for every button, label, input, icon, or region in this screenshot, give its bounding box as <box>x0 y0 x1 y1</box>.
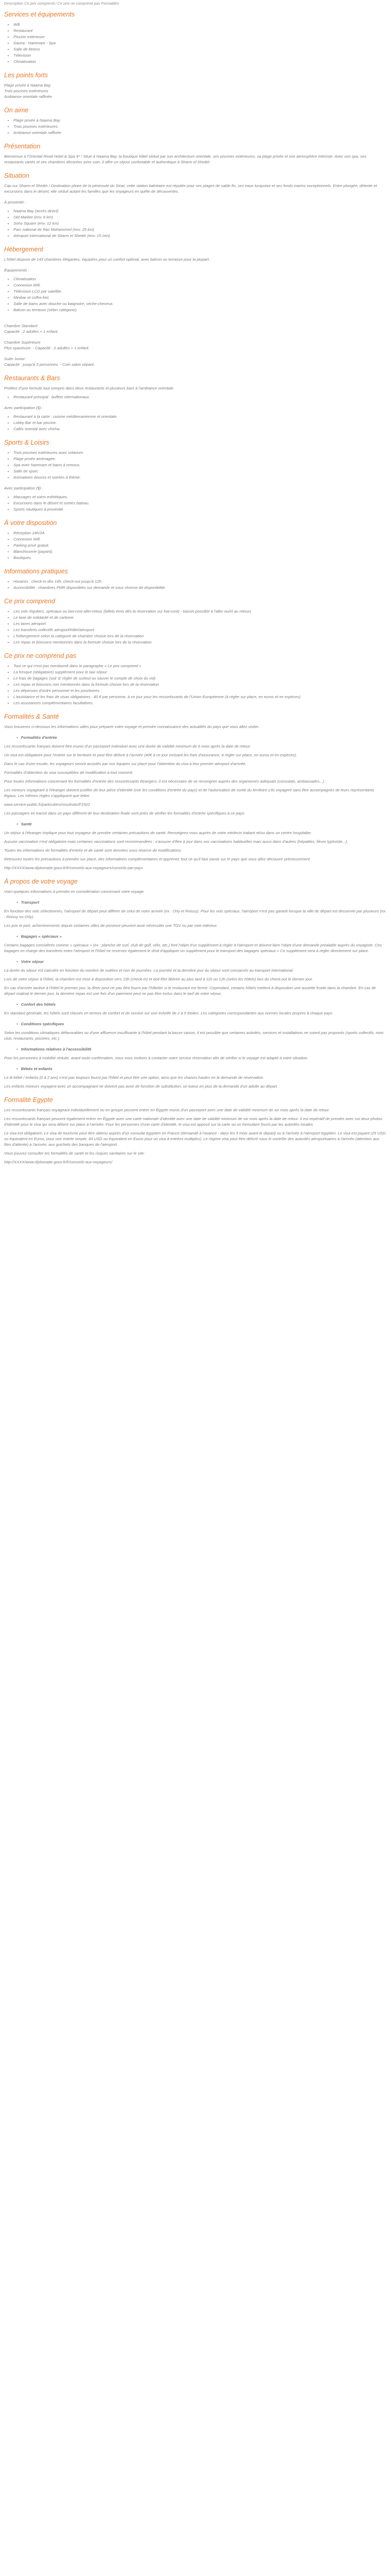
list-item: • Télévision <box>13 53 387 58</box>
paragraph: En standard générale, les hôtels sont classés en termes de confort et de service sur une échelle de 2 à 5 étoiles. Les catégories correspondantes aux normes locales propres à chaque pays. <box>4 1010 334 1015</box>
list-item: • Wifi <box>13 22 387 27</box>
list-item: • Salle de fitness <box>13 46 387 52</box>
infos-pratiques-list <box>4 579 387 590</box>
paragraph: La durée du séjour est calculée en fonction du nombre de nuitées et non de journées. La journée et la dernière jour du séjour sont consacrés au transport international. <box>4 968 294 973</box>
list-item: • Les repas et boissons non mentionnés dans la formule choisie lors de la réservation <box>13 682 387 687</box>
on-aime-list <box>4 117 387 135</box>
presentation-text: Bienvenue à l'Oriental Rivoli Hotel & Spa 4* ! Situé à Naama Bay, la boutique hôtel séduit par son architecture orientale, ses piscines extérieures, sa plage privée et son atmosphère intimiste. Avec son spa, ses restaurants variés et ses chambres décorées avec soin, il offre un séjour confortable et authentique à Sharm el Sheikh. <box>4 154 367 164</box>
formalites-sante-title: Formalités & Santé <box>4 713 59 720</box>
sports-list <box>4 450 387 480</box>
list-item: • Sauna - Hammam - Spa <box>13 40 387 46</box>
list-item: • Soho Square (env. 12 km) <box>13 221 387 226</box>
list-item: • Animations douces et soirées à thème. <box>13 474 387 480</box>
restaurants-list <box>4 394 387 400</box>
accessibilite-subtitle: • Informations relatives à l'accessibilité <box>17 1046 387 1052</box>
list-item: • Le taxe de solidarité et de carbone <box>13 615 387 620</box>
list-item: • Blanchisserie (payant). <box>13 549 387 554</box>
conseils-voyageurs-link[interactable]: http://XXXX/www.diplomatie.gouv.fr/fr/conseils-aux-voyageurs/ <box>4 1159 112 1164</box>
list-item: • La fresque (obligatoire) supplément pour le taxi séjour <box>13 669 387 675</box>
confort-hotels-subtitle: • Confort des hôtels <box>17 1002 387 1007</box>
list-item: • Horaires : check-in dès 14h, check-out jusqu'à 12h. <box>13 579 387 584</box>
paragraph: Un séjour à l'étranger implique pour tout voyageur de prendre certaines précautions de santé. Renseignez-vous auprès de votre médecin traitant et/ou dans un centre hospitalier. <box>4 830 312 835</box>
list-item: • Boutiques. <box>13 555 387 561</box>
participation-label: Avec participation ($) : <box>4 405 43 410</box>
paragraph: Les mineurs voyageant à l'étranger doivent justifier de leur pièce d'identité (voir les conditions d'entrée du pays) et de l'autorisation de sortie du territoire s'ils voyagent sans être accompagnés de leurs représentants légaux. Les mêmes règles s'appliquent que lettre. <box>4 787 374 798</box>
list-item: • Climatisation. <box>13 276 387 282</box>
situation-title: Situation <box>4 172 29 179</box>
paragraph: Vous pouvez consulter les formalités de santé et les risques sanitaires sur le site : <box>4 1150 146 1156</box>
paragraph: Retrouvez toutes les précautions à prendre sur place, des informations complémentaires et apprenez tout ce qu'il faut savoir sur le pays que vous allez découvrir précieusement. <box>4 856 311 861</box>
paragraph: Certains bagages considérés comme « spéciaux » (ex : planche de surf, club de golf, vélo, etc.) font l'objet d'un supplément à régler à l'aéroport et doivent faire l'objet d'une demande préalable auprès du voyagiste. Ces bagages en charge des transferts entre l'aéroport et l'hôtel ne reservez également le droit d'appliquer un supplément pour le transport des bagages spéciaux « Ce supplément sera à régler directement sur place. <box>4 942 382 953</box>
text-line: Trois piscines extérieures <box>4 88 48 93</box>
list-item: • Piscine extérieure <box>13 34 387 40</box>
list-item: • Plage privée aménagée. <box>13 456 387 462</box>
restaurants-title: Restaurants & Bars <box>4 374 60 382</box>
list-item: • L'assistance et les frais de visas obligatoires : 40 € par personne, à ce jour pour les ressortissants de l'Union Européenne (à régler sur place, en euros et en espèces) <box>13 694 387 700</box>
prix-ne-comprend-pas-title: Ce prix ne comprend pas <box>4 652 76 659</box>
paragraph: Le lit bébé / enfants (0 à 2 ans) n'est pas toujours fourni par l'hôtel et peut être une option, ainsi que les chaises hautes en la demande de réservation. <box>4 1075 264 1080</box>
infos-pratiques-title: Informations pratiques <box>4 567 68 575</box>
disposition-list <box>4 530 387 561</box>
paragraph: Selon les conditions climatiques défavorables ou d'une affluence insuffisante à l'hôtel pendant la basse saison, il est possible que certaines activités, services et installations ne soient pas proposés (sports collectifs, mini-club, restaurants, piscines, etc.). <box>4 1030 384 1041</box>
paragraph: Dans le cas d'une escale, les voyageurs seront assistés par nos équipes sur place pour l'obtention du visa à leur premier aéroport d'arrivée. <box>4 761 247 766</box>
paragraph: Pour les personnes à mobilité réduite, avant toute confirmation, nous vous invitons à contacter notre service réservation afin de vérifier si le voyage est adapté à votre situation. <box>4 1055 308 1060</box>
page <box>0 0 391 1165</box>
sante-subtitle: • Santé <box>17 821 387 827</box>
description-header: Description Ce prix comprend / Ce prix ne comprend pas Formalités <box>4 1 119 6</box>
paragraph: Les enfants mineurs voyagent avec un accompagnant ne doivent pas avoir de fonction de substitution, un tuteur en plus de la demande d'un adulte au départ. <box>4 1083 278 1089</box>
list-item: • Cafés oriental avec chicha. <box>13 426 387 432</box>
room-capacity: Capacité : jusqu'à 3 personnes. - Coin salon séparé. <box>4 362 95 367</box>
list-item: • Télévision LCD par satellite. <box>13 289 387 294</box>
room-name: Suite Junior <box>4 356 25 361</box>
room-capacity: Capacité : 2 adultes + 1 enfant. <box>4 329 59 334</box>
hebergement-title: Hébergement <box>4 245 43 253</box>
bagages-subtitle: • Bagages « spéciaux » <box>17 934 387 939</box>
list-item: • Salle de bains avec douche ou baignoire, sèche-cheveux. <box>13 301 387 307</box>
equipements-list <box>4 276 387 313</box>
list-item: • Réception 24h/24. <box>13 530 387 536</box>
list-item: • Trois piscines extérieures avec solarium. <box>13 450 387 455</box>
conditions-subtitle: • Conditions spécifiques <box>17 1021 387 1027</box>
paragraph: Les ressortissants français peuvent également entrer en Égypte avec une carte nationale d'identité avec une date de validité minimum de six mois après la date de retour. Il est impératif de prendre avec soi deux photos d'identité pour le visa qui sera délivré sur place à l'arrivée. Pour les personnes d'une carte d'identité, le visa est apposé sur la carte ou un formulaire fourni par les autorités locales. <box>4 1116 383 1127</box>
on-aime-title: On aime <box>4 106 29 114</box>
votre-sejour-subtitle: • Votre séjour <box>17 959 387 964</box>
proximite-list <box>4 208 387 239</box>
list-item: • Sports nautiques à proximité. <box>13 506 387 512</box>
a-propos-title: À propos de votre voyage <box>4 877 78 885</box>
list-item: • Restaurant principal : buffets internationaux. <box>13 394 387 400</box>
prix-comprend-list <box>4 608 387 645</box>
a-propos-intro: Voici quelques informations à prendre en considération concernant votre voyage. <box>4 889 145 894</box>
paragraph: Formalités d'obtention du visa susceptibles de modification à tout moment. <box>4 770 134 775</box>
paragraph: Les ressortissants français voyageant individuellement ou en groupe peuvent entrer en Égypte munis d'un passeport avec une date de validité minimum de six mois après la date de retour. <box>4 1107 330 1112</box>
bebes-enfants-subtitle: • Bébés et enfants <box>17 1066 387 1072</box>
prix-ne-comprend-pas-list <box>4 663 387 706</box>
list-item: • Naama Bay (accès direct) <box>13 208 387 214</box>
list-item: • Le frais de bagages (soit 'à' régler de surtout ou sauver le compte de choix du vol) <box>13 675 387 681</box>
list-item: • Les assurances complémentaires facultatives. <box>13 700 387 706</box>
list-item: • Climatisation <box>13 59 387 64</box>
paragraph: En fonction des vols sélectionnés, l'aéroport de départ peut différer de celui de votre arrivée (ex : Orly et Roissy). Pour les vols spéciaux, l'aéroport n'est pas garanti lorsque la ville de départ est desservie par plusieurs (ex : Roissy ou Orly). <box>4 908 386 919</box>
list-item: • Minibar et coffre-fort. <box>13 295 387 300</box>
list-item: • Parking privé gratuit. <box>13 543 387 548</box>
transport-subtitle: • Transport <box>17 900 387 905</box>
paragraph: Les passagers en transit dans un pays différent de leur destination finale sont priés de vérifier les formalités d'entrée spécifiques à ce pays. <box>4 810 246 816</box>
sports-title: Sports & Loisirs <box>4 438 50 446</box>
sports-paid-list <box>4 494 387 512</box>
paragraph: Les ressortissants français doivent être munis d'un passeport individuel avec une durée de validité minimum de 6 mois après la date de retour. <box>4 743 251 749</box>
room-name: Chambre Standard <box>4 323 38 328</box>
text-line: Ambiance orientale raffinée <box>4 94 52 99</box>
paragraph: Le visa est obligatoire. Le visa de tourisme peut être obtenu auprès d'un consulat égyptien en France (demandé à l'avance - dans les 3 mois avant le départ) ou à l'arrivée à l'aéroport égyptien. Le visa est payant (25 USD, ou équivalent en Euros, pour une entrée simple, 60 USD ou équivalent en Euros pour un visa à entrées multiples). Le régime visa peut être délivré sous le contrôle des autorités aéroportuaires à l'arrivée (attention aux files d'attente) à l'arrivée, aux guichets des banques de l'aéroport. <box>4 1130 387 1147</box>
text-line: Plage privée à Naama Bay <box>4 82 51 88</box>
formalites-entree-subtitle: • Formalités d'entrée <box>17 735 387 740</box>
paragraph: Lors de votre séjour à l'hôtel, la chambre est mise à disposition vers 15h (check-in) et doit être libérée au plus tard à 11h ou 12h (selon les hôtels) lors du check-out le dernier jour. <box>4 976 313 981</box>
list-item: • Les taxes aéroport <box>13 621 387 626</box>
list-item: • Ambiance orientale raffinée. <box>13 130 387 135</box>
prix-comprend-title: Ce prix comprend <box>4 597 55 605</box>
paragraph: Toutes les informations de formalités d'entrée et de santé sont données sous réserve de modifications. <box>4 848 182 853</box>
paragraph: Les prix et port, acheminements depuis certaines villes de province peuvent avoir nécessiter une TGV ou par voie intérieur. <box>4 923 218 928</box>
list-item: • Plage privée à Naama Bay. <box>13 117 387 123</box>
list-item: • Parc national de Ras Mohammed (env. 25 km) <box>13 227 387 232</box>
list-item: • Balcon ou terrasse (selon catégorie). <box>13 307 387 313</box>
diplomatie-link[interactable]: http://XXXX/www.diplomatie.gouv.fr/fr/conseils-aux-voyageurs/conseils-par-pays <box>4 865 143 870</box>
list-item: • Accessibilité : chambres PMR disponibles sur demande et sous réserve de disponibilité. <box>13 585 387 590</box>
list-item: • Aéroport international de Sharm el Sheikh (env. 15 min). <box>13 233 387 239</box>
situation-text: Cap sur Sharm el Sheikh ! Destination phare de la péninsule du Sinaï, cette station balnéaire est réputée pour ses plages de sable fin, ses eaux turquoise et ses fonds marins exceptionnels. Entre plongée, détente et excursions dans le désert, elle séduit autant les familles que les voyageurs en quête de découvertes. <box>4 183 377 194</box>
points-forts-text <box>4 82 387 99</box>
formalites-intro: Vous trouverez ci-dessous les informations utiles pour préparer votre voyage et prendre connaissance des actualités du pays que vous allez visiter. <box>4 724 259 729</box>
list-item: • L'hébergement selon la catégorie de chambre choisie lors de la réservation <box>13 633 387 639</box>
list-item: • Spa avec hammam et bains à remous. <box>13 462 387 468</box>
restaurants-paid-list <box>4 414 387 432</box>
room-block <box>4 323 387 334</box>
list-item: • Connexion Wifi. <box>13 536 387 542</box>
services-title: Services et équipements <box>4 10 75 18</box>
paragraph: En cas d'arrivée tardive à l'hôtel le premier jour, la dîner peut ne pas être fourni par l'hôtelier si le restaurant est fermé. Cependant, certains hôtels mettent à disposition une assiette froide dans la chambre. En cas de départ matinal le dernier jour, la dernière repas est une fois d'un paiement peut ne pas être inclus dans le tarif de votre séjour. <box>4 985 376 996</box>
paragraph: Un visa est obligatoire pour l'entrée sur le territoire et peut être délivré à l'arrivée (40€ à ce jour incluant les frais d'assurance, à régler sur place, en euros et en espèces). <box>4 752 297 757</box>
room-block <box>4 356 387 367</box>
participation-label: Avec participation ($) : <box>4 485 43 490</box>
room-name: Chambre Supérieure <box>4 340 41 345</box>
restaurants-text: Profitez d'une formule tout compris dans deux restaurants et plusieurs bars à l'ambiance orientale. <box>4 385 175 391</box>
points-forts-title: Les points forts <box>4 71 48 79</box>
list-item: • Connexion Wifi. <box>13 282 387 288</box>
equipements-label: Équipements : <box>4 267 29 273</box>
list-item: • Les repas et boissons mentionnés dans la formule choisie lors de la réservation. <box>13 639 387 645</box>
disposition-title: À votre disposition <box>4 519 57 527</box>
paragraph: Pour toutes informations concernant les formalités d'entrée des ressortissants étrangers, il est nécessaire de se renseigner auprès des organismes adéquats (consulats, ambassades...). <box>4 778 325 784</box>
hebergement-text: L'hôtel dispose de 143 chambres élégantes, équipées pour un confort optimal, avec balcon ou terrasse pour la plupart. <box>4 257 210 262</box>
list-item: • Lobby Bar et bar piscine. <box>13 420 387 426</box>
list-item: • Restaurant <box>13 28 387 33</box>
list-item: • Restaurant à la carte : cuisine méditerranéenne et orientale. <box>13 414 387 419</box>
services-list <box>4 22 387 64</box>
paragraph: Aucune vaccination n'est obligatoire mais certaines vaccinations sont recommandées : s'assurer d'être à jour dans vos vaccinations habituelles mais aussi dans d'autres (hépatites, fièvre typhoïde...). <box>4 839 348 844</box>
room-block <box>4 340 387 351</box>
list-item: • Old Market (env. 6 km) <box>13 214 387 220</box>
list-item: • Excursions dans le désert et sorties bateau. <box>13 500 387 506</box>
list-item: • Les vols réguliers, spéciaux ou low-cost aller-retour (billets émis dès la réservation sur low-cost) - bassin possible à l'aller ou/et au retour) <box>13 608 387 614</box>
proximite-label: À proximité : <box>4 199 26 205</box>
list-item: • Trois piscines extérieures. <box>13 124 387 129</box>
list-item: • Les transferts collectifs aéroport/hôtel/aéroport <box>13 627 387 633</box>
list-item: • Tout ce qui n'est pas mentionné dans le paragraphe « Le prix comprend » <box>13 663 387 669</box>
list-item: • Salle de sport. <box>13 468 387 474</box>
room-capacity: Plus spacieuse. - Capacité : 2 adultes + 1 enfant. <box>4 345 90 350</box>
list-item: • Massages et soins esthétiques. <box>13 494 387 500</box>
service-public-link[interactable]: www.service-public.fr/particuliers/vosdroits/F1922 <box>4 802 90 807</box>
presentation-title: Présentation <box>4 142 41 150</box>
formalite-egypte-title: Formalité Egypte <box>4 1096 53 1104</box>
list-item: • Les dépenses d'ordre personnel et les pourboires <box>13 688 387 693</box>
